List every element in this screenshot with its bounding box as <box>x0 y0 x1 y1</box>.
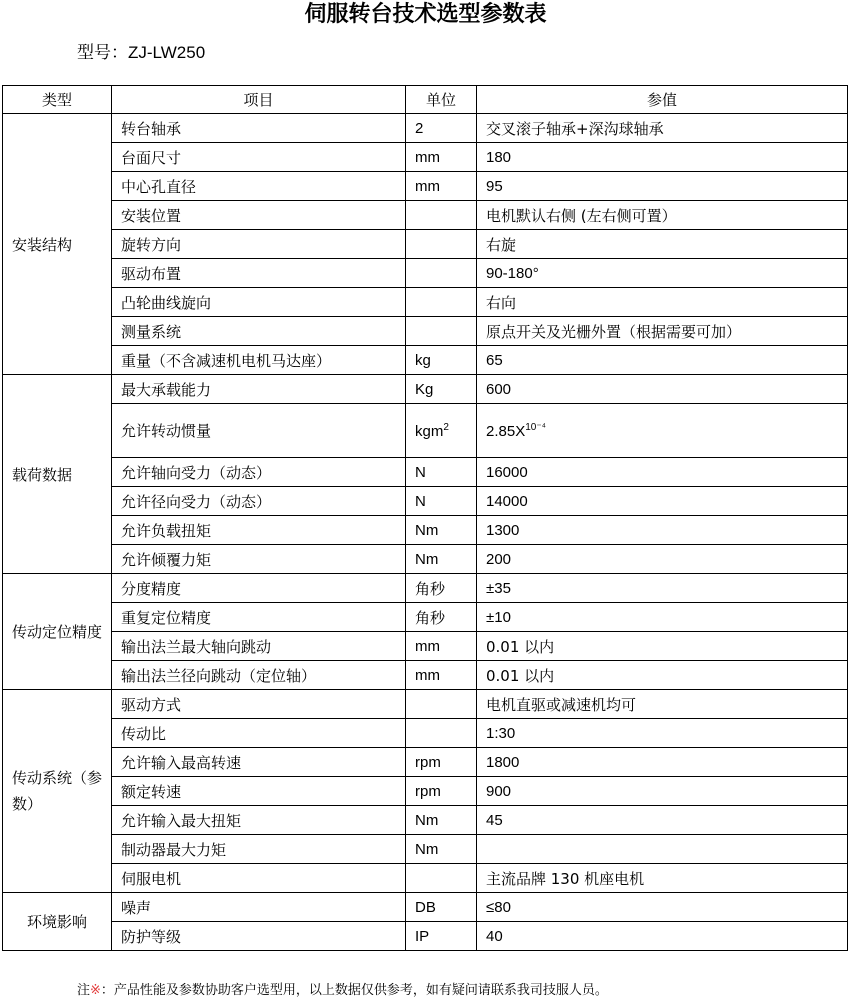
value-cell: 交叉滚子轴承+深沟球轴承 <box>477 114 848 143</box>
value-cell: 右向 <box>477 288 848 317</box>
item-cell: 噪声 <box>112 893 406 922</box>
table-row <box>3 777 848 806</box>
unit-cell: rpm <box>406 748 477 777</box>
item-cell: 传动比 <box>112 719 406 748</box>
value-cell: 65 <box>477 346 848 375</box>
item-cell: 允许输入最高转速 <box>112 748 406 777</box>
unit-cell <box>406 719 477 748</box>
item-cell: 中心孔直径 <box>112 172 406 201</box>
unit-cell: N <box>406 487 477 516</box>
table-row <box>3 317 848 346</box>
unit-cell <box>406 288 477 317</box>
item-cell: 重复定位精度 <box>112 603 406 632</box>
item-cell: 伺服电机 <box>112 864 406 893</box>
footnote-prefix: 注 <box>77 983 91 998</box>
unit-cell: N <box>406 458 477 487</box>
item-cell: 允许输入最大扭矩 <box>112 806 406 835</box>
table-row <box>3 864 848 893</box>
value-cell: 0.01 以内 <box>477 661 848 690</box>
table-row <box>3 574 848 603</box>
table-row <box>3 719 848 748</box>
unit-cell: Nm <box>406 806 477 835</box>
value-cell: 180 <box>477 143 848 172</box>
table-row <box>3 172 848 201</box>
header-row <box>3 86 848 114</box>
item-cell: 额定转速 <box>112 777 406 806</box>
item-cell: 允许径向受力（动态） <box>112 487 406 516</box>
item-cell: 允许倾覆力矩 <box>112 545 406 574</box>
value-cell: 40 <box>477 922 848 951</box>
item-cell: 驱动布置 <box>112 259 406 288</box>
unit-cell <box>406 864 477 893</box>
table-row <box>3 690 848 719</box>
value-cell: ≤80 <box>477 893 848 922</box>
value-cell: ±10 <box>477 603 848 632</box>
unit-cell: DB <box>406 893 477 922</box>
item-cell: 允许轴向受力（动态） <box>112 458 406 487</box>
value-cell: 1300 <box>477 516 848 545</box>
item-cell: 制动器最大力矩 <box>112 835 406 864</box>
unit-cell: Nm <box>406 835 477 864</box>
value-cell: 电机直驱或减速机均可 <box>477 690 848 719</box>
table-row <box>3 806 848 835</box>
item-cell: 测量系统 <box>112 317 406 346</box>
value-cell: 原点开关及光栅外置（根据需要可加） <box>477 317 848 346</box>
unit-cell: 2 <box>406 114 477 143</box>
header-value: 参值 <box>477 86 848 114</box>
category-precision: 传动定位精度 <box>3 574 112 690</box>
table-row <box>3 201 848 230</box>
value-cell <box>477 835 848 864</box>
page-title: 伺服转台技术选型参数表 <box>304 2 547 27</box>
table-row <box>3 404 848 458</box>
value-cell: 0.01 以内 <box>477 632 848 661</box>
unit-cell: Nm <box>406 516 477 545</box>
table-row <box>3 632 848 661</box>
footnote-text: ：产品性能及参数协助客户选型用，以上数据仅供参考，如有疑问请联系我司技服人员。 <box>100 983 608 998</box>
table-row <box>3 922 848 951</box>
value-text: 2.85X <box>486 422 526 440</box>
table-row <box>3 603 848 632</box>
unit-cell: IP <box>406 922 477 951</box>
unit-cell: 角秒 <box>406 574 477 603</box>
unit-superscript: 2 <box>443 421 449 433</box>
table-row <box>3 114 848 143</box>
unit-cell: mm <box>406 172 477 201</box>
value-cell: ±35 <box>477 574 848 603</box>
footnote <box>77 981 608 1001</box>
category-load: 载荷数据 <box>3 375 112 574</box>
value-cell: 右旋 <box>477 230 848 259</box>
footnote-mark: ※ <box>90 983 101 998</box>
value-cell: 600 <box>477 375 848 404</box>
value-cell: 电机默认右侧 (左右侧可置） <box>477 201 848 230</box>
item-cell: 允许负载扭矩 <box>112 516 406 545</box>
unit-cell <box>406 201 477 230</box>
spec-table <box>2 85 848 951</box>
table-row <box>3 259 848 288</box>
value-cell <box>477 404 848 458</box>
table-row <box>3 230 848 259</box>
unit-cell: kg <box>406 346 477 375</box>
unit-cell <box>406 317 477 346</box>
item-cell: 允许转动惯量 <box>112 404 406 458</box>
unit-cell <box>406 230 477 259</box>
category-install: 安装结构 <box>3 114 112 375</box>
unit-cell: rpm <box>406 777 477 806</box>
value-cell: 16000 <box>477 458 848 487</box>
header-item: 项目 <box>112 86 406 114</box>
unit-cell: Nm <box>406 545 477 574</box>
table-row <box>3 893 848 922</box>
unit-cell <box>406 259 477 288</box>
item-cell: 防护等级 <box>112 922 406 951</box>
item-cell: 安装位置 <box>112 201 406 230</box>
table-row <box>3 487 848 516</box>
table-row <box>3 375 848 404</box>
value-superscript: 10⁻⁴ <box>525 421 546 433</box>
value-cell: 1:30 <box>477 719 848 748</box>
value-cell: 900 <box>477 777 848 806</box>
value-cell: 90-180° <box>477 259 848 288</box>
item-cell: 输出法兰径向跳动（定位轴） <box>112 661 406 690</box>
value-cell: 14000 <box>477 487 848 516</box>
table-row <box>3 748 848 777</box>
table-row <box>3 545 848 574</box>
model-label: 型号： <box>77 43 128 63</box>
unit-cell: Kg <box>406 375 477 404</box>
item-cell: 驱动方式 <box>112 690 406 719</box>
header-type: 类型 <box>3 86 112 114</box>
table-row <box>3 288 848 317</box>
category-drive: 传动系统（参数） <box>3 690 112 893</box>
table-row <box>3 516 848 545</box>
item-cell: 最大承载能力 <box>112 375 406 404</box>
header-unit: 单位 <box>406 86 477 114</box>
unit-cell: 角秒 <box>406 603 477 632</box>
unit-cell: mm <box>406 661 477 690</box>
value-cell: 1800 <box>477 748 848 777</box>
item-cell: 转台轴承 <box>112 114 406 143</box>
table-row <box>3 458 848 487</box>
model-value: ZJ-LW250 <box>128 43 206 62</box>
item-cell: 旋转方向 <box>112 230 406 259</box>
item-cell: 台面尺寸 <box>112 143 406 172</box>
item-cell: 输出法兰最大轴向跳动 <box>112 632 406 661</box>
value-cell: 主流品牌 130 机座电机 <box>477 864 848 893</box>
unit-cell <box>406 690 477 719</box>
unit-cell: mm <box>406 632 477 661</box>
table-row <box>3 835 848 864</box>
unit-cell: mm <box>406 143 477 172</box>
unit-text: kgm <box>415 422 444 440</box>
table-row <box>3 346 848 375</box>
table-row <box>3 143 848 172</box>
item-cell: 凸轮曲线旋向 <box>112 288 406 317</box>
unit-cell <box>406 404 477 458</box>
table-row <box>3 661 848 690</box>
value-cell: 45 <box>477 806 848 835</box>
item-cell: 分度精度 <box>112 574 406 603</box>
model-line <box>77 41 205 65</box>
value-cell: 200 <box>477 545 848 574</box>
value-cell: 95 <box>477 172 848 201</box>
item-cell: 重量（不含减速机电机马达座） <box>112 346 406 375</box>
category-environment: 环境影响 <box>3 893 112 951</box>
